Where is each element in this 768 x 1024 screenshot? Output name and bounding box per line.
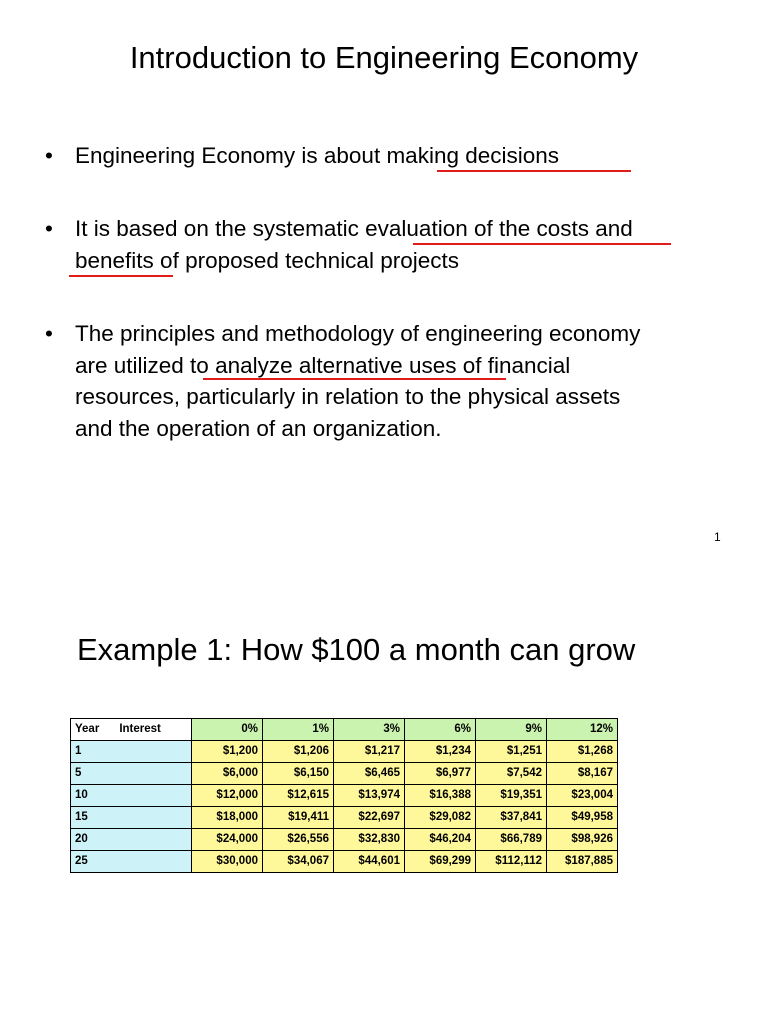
rate-header: 0%: [192, 719, 263, 741]
underline-making-decisions: [437, 170, 631, 172]
value-cell: $23,004: [547, 785, 618, 807]
bullet-dot: •: [45, 143, 53, 168]
bullet-3-line-1: The principles and methodology of engineering economy: [75, 321, 641, 346]
year-cell: 10: [71, 785, 192, 807]
underline-analyze-alternative-uses: [203, 378, 506, 380]
interest-header: Interest: [119, 723, 161, 735]
bullet-2-line-2: benefits of proposed technical projects: [75, 247, 459, 273]
value-cell: $66,789: [476, 829, 547, 851]
page-number: 1: [714, 530, 721, 544]
example-title: Example 1: How $100 a month can grow: [77, 632, 636, 667]
underline-evaluation-of-costs: [413, 243, 671, 245]
value-cell: $6,000: [192, 763, 263, 785]
rate-header: 6%: [405, 719, 476, 741]
value-cell: $1,217: [334, 741, 405, 763]
value-cell: $26,556: [263, 829, 334, 851]
value-cell: $1,251: [476, 741, 547, 763]
value-cell: $19,351: [476, 785, 547, 807]
value-cell: $6,465: [334, 763, 405, 785]
value-cell: $18,000: [192, 807, 263, 829]
value-cell: $13,974: [334, 785, 405, 807]
slide-title: Introduction to Engineering Economy: [129, 40, 639, 75]
growth-table: [70, 718, 618, 873]
value-cell: $22,697: [334, 807, 405, 829]
rate-header: 1%: [263, 719, 334, 741]
value-cell: $32,830: [334, 829, 405, 851]
value-cell: $112,112: [476, 851, 547, 873]
value-cell: $7,542: [476, 763, 547, 785]
bullet-3-line-3: resources, particularly in relation to the physical assets: [75, 384, 621, 409]
table-row: [71, 741, 618, 763]
year-interest-header: [71, 719, 192, 741]
value-cell: $6,150: [263, 763, 334, 785]
year-cell: 25: [71, 851, 192, 873]
table-row: [71, 785, 618, 807]
value-cell: $1,268: [547, 741, 618, 763]
rate-header: 9%: [476, 719, 547, 741]
value-cell: $16,388: [405, 785, 476, 807]
value-cell: $44,601: [334, 851, 405, 873]
value-cell: $37,841: [476, 807, 547, 829]
table-row: [71, 807, 618, 829]
value-cell: $34,067: [263, 851, 334, 873]
value-cell: $8,167: [547, 763, 618, 785]
bullet-dot: •: [45, 216, 53, 241]
value-cell: $1,206: [263, 741, 334, 763]
value-cell: $1,200: [192, 741, 263, 763]
value-cell: $46,204: [405, 829, 476, 851]
bullet-3-line-2: are utilized to analyze alternative uses of financial: [75, 352, 571, 378]
year-header: Year: [75, 723, 100, 735]
bullet-3-line-4: and the operation of an organization.: [75, 415, 442, 441]
bullet-dot: •: [45, 321, 53, 346]
value-cell: $98,926: [547, 829, 618, 851]
value-cell: $30,000: [192, 851, 263, 873]
value-cell: $69,299: [405, 851, 476, 873]
year-cell: 1: [71, 741, 192, 763]
table-header-row: [71, 719, 618, 741]
bullet-2-line-1: It is based on the systematic evaluation of the costs and: [75, 216, 633, 241]
rate-header: 3%: [334, 719, 405, 741]
year-cell: 5: [71, 763, 192, 785]
value-cell: $1,234: [405, 741, 476, 763]
value-cell: $187,885: [547, 851, 618, 873]
table-row: [71, 829, 618, 851]
table-row: [71, 851, 618, 873]
value-cell: $29,082: [405, 807, 476, 829]
value-cell: $19,411: [263, 807, 334, 829]
value-cell: $6,977: [405, 763, 476, 785]
value-cell: $12,000: [192, 785, 263, 807]
underline-benefits: [69, 275, 173, 277]
year-cell: 15: [71, 807, 192, 829]
value-cell: $49,958: [547, 807, 618, 829]
table-row: [71, 763, 618, 785]
value-cell: $24,000: [192, 829, 263, 851]
value-cell: $12,615: [263, 785, 334, 807]
bullet-1-line-1: Engineering Economy is about making decisions: [75, 143, 560, 168]
rate-header: 12%: [547, 719, 618, 741]
year-cell: 20: [71, 829, 192, 851]
